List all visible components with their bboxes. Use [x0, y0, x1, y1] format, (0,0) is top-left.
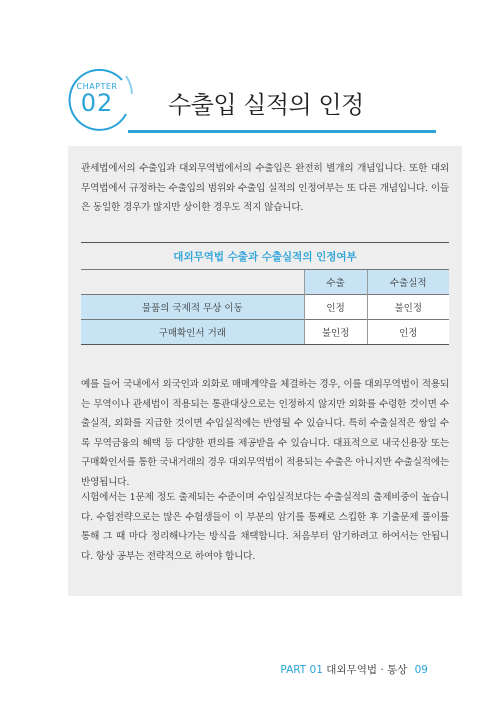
page-number: 09 — [414, 664, 428, 676]
table-row — [81, 295, 449, 320]
page-footer — [280, 662, 428, 677]
table-header-corner — [81, 270, 304, 295]
paragraph-exam-tip: 시험에서는 1문제 정도 출제되는 수준이며 수입실적보다는 수출실적의 출제비중이 높습니다. 수험전략으로는 많은 수험생들이 이 부분의 암기를 통째로 스킵한 후 기출문제 풀이를 통해 그 때 마다 정리해나가는 방식을 채택합니다. 처음부터 암기하려고 하여서는 안됩니다. 항상 공부는 전략적으로 하여야 합니다. — [81, 492, 449, 562]
chapter-label: CHAPTER — [76, 82, 118, 91]
paragraph-intro: 관세법에서의 수출입과 대외무역법에서의 수출입은 완전히 별개의 개념입니다. 또한 대외무역법에서 규정하는 수출입의 범위와 수출입 실적의 인정여부는 또 다른 개념입니다. 이들은 동일한 경우가 많지만 상이한 경우도 적지 않습니다. — [81, 163, 449, 213]
table-cell: 인정 — [367, 320, 449, 345]
chapter-badge — [66, 66, 136, 136]
table-row-label: 물품의 국제적 무상 이동 — [81, 295, 304, 320]
table-cell: 인정 — [304, 295, 367, 320]
table-cell: 불인정 — [304, 320, 367, 345]
footer-part: PART 01 — [280, 664, 323, 676]
footer-section: 대외무역법 · 통상 — [326, 664, 408, 676]
paragraph-example: 예를 들어 국내에서 외국인과 외화로 매매계약을 체결하는 경우, 이를 대외무역법이 적용되는 무역이나 관세법이 적용되는 통관대상으로는 인정하지 않지만 외화를 수령한 것이면 수출실적, 외화를 지급한 것이면 수입실적에는 반영될 수 있습니다. 특히 수출실적은 쌍일 수록 무역금융의 혜택 등 다양한 편의를 제공받을 수 있습니다. 대표적으로 내국신용장 또는 구매확인서를 통한 국내거래의 경우 대외무역법이 적용되는 수출은 아니지만 수출실적에는 반영됩니다. — [81, 379, 449, 488]
chapter-title: 수출입 실적의 인정 — [168, 91, 364, 119]
table-cell: 불인정 — [367, 295, 449, 320]
table-header-export: 수출 — [304, 270, 367, 295]
content-panel — [68, 146, 462, 596]
table-header-row — [81, 270, 449, 295]
table-row — [81, 320, 449, 345]
table-grid — [81, 269, 449, 345]
chapter-number: 02 — [80, 89, 114, 117]
table-caption: 대외무역법 수출과 수출실적의 인정여부 — [81, 242, 449, 269]
table-header-export-record: 수출실적 — [367, 270, 449, 295]
comparison-table — [81, 242, 449, 345]
title-underline — [128, 130, 436, 133]
table-row-label: 구매확인서 거래 — [81, 320, 304, 345]
